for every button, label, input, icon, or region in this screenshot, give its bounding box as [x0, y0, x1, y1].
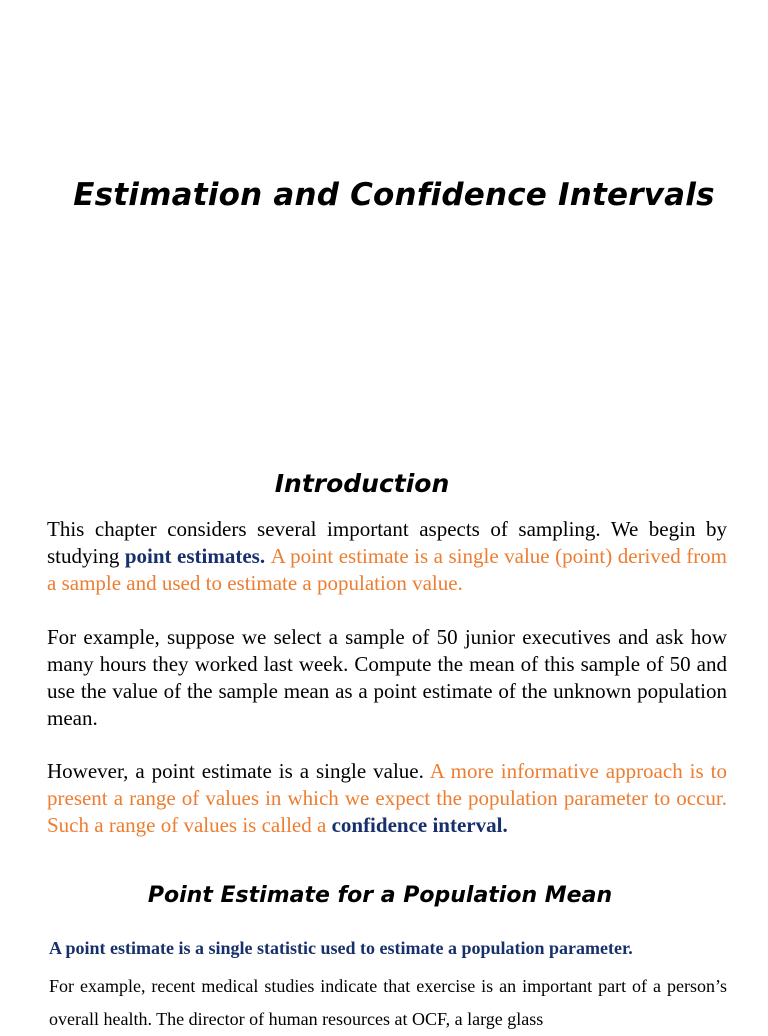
- point-estimate-definition-line: A point estimate is a single statistic used to estimate a population parameter.: [49, 938, 633, 958]
- confidence-interval-term: confidence interval.: [331, 813, 508, 837]
- point-estimate-definition: A point estimate is a single value (point) derived from a sample and used to estimate a population value.: [47, 544, 728, 595]
- intro-p1-period: .: [259, 544, 271, 568]
- intro-p3-text: However, a point estimate is a single value.: [47, 759, 430, 783]
- point-estimate-heading: Point Estimate for a Population Mean: [147, 883, 613, 908]
- point-estimate-paragraph-1: For example, recent medical studies indicate that exercise is an important part of a person’s overall health. The director of human resources at OCF, a large glass: [49, 976, 727, 1029]
- introduction-heading: Introduction: [274, 469, 450, 498]
- intro-p1-text: This chapter considers several important aspects of sampling. We begin by studying: [47, 517, 727, 568]
- introduction-paragraph-1: [47, 516, 727, 597]
- introduction-paragraph-3: [47, 758, 727, 839]
- page-title: Estimation and Confidence Intervals: [73, 177, 715, 213]
- point-estimates-term: point estimates: [124, 544, 260, 568]
- introduction-paragraph-2: For example, suppose we select a sample of 50 junior executives and ask how many hours they worked last week. Compute the mean of this sample of 50 and use the value of the sample mean as a point estimate of the unknown population mean.: [47, 625, 727, 730]
- confidence-interval-description: A more informative approach is to present a range of values in which we expect the population parameter to occur. Such a range of values is called a: [47, 759, 727, 837]
